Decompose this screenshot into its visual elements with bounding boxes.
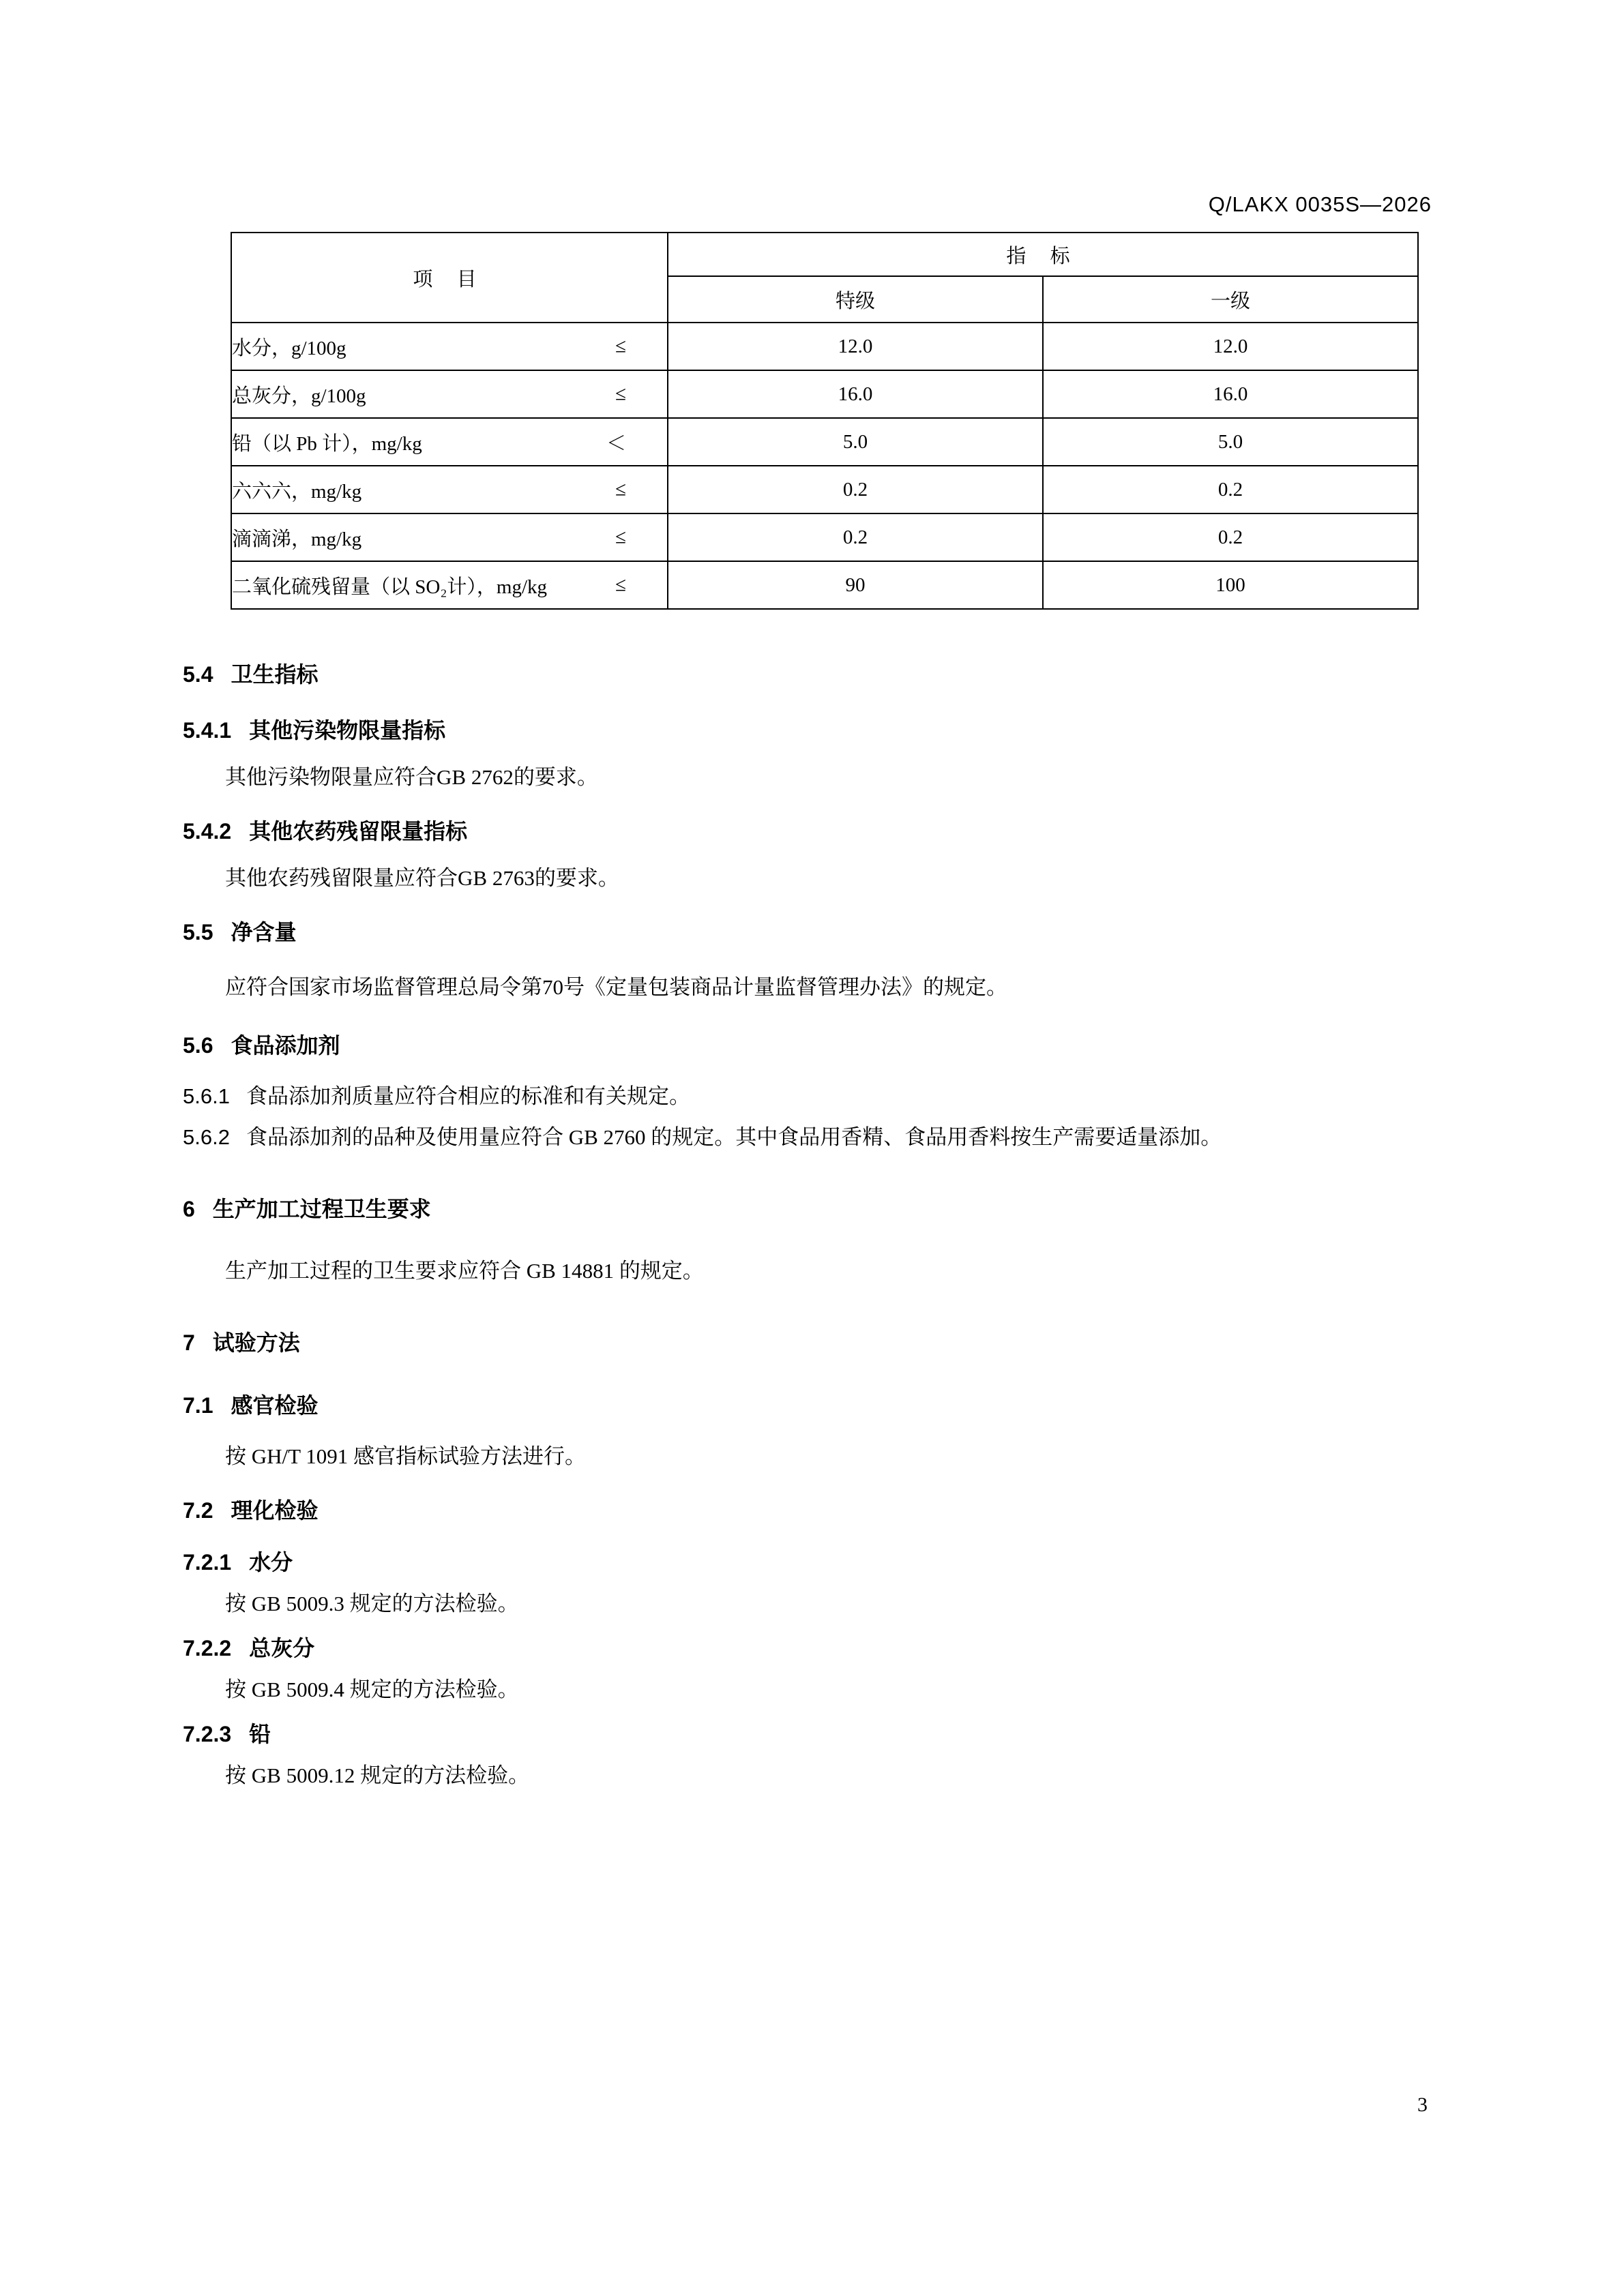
document-content xyxy=(183,232,1441,1792)
table-cell-first: 5.0 xyxy=(1043,418,1418,466)
section-text: 食品添加剂的品种及使用量应符合 GB 2760 的规定。其中食品用香精、食品用香料按生产需要适量添加。 xyxy=(246,1125,1222,1150)
section-number: 7.1 xyxy=(183,1393,213,1418)
table-cell-first: 0.2 xyxy=(1043,466,1418,513)
item-name-text: 铅（以 Pb 计），mg/kg xyxy=(232,432,422,455)
section-heading-7-2-2 xyxy=(183,1631,1441,1663)
table-cell-item-name xyxy=(231,513,668,561)
table-header-grade-first: 一级 xyxy=(1043,276,1418,323)
item-name-text: 六六六，mg/kg xyxy=(232,480,362,503)
table-row xyxy=(231,370,1418,418)
table-cell-first: 0.2 xyxy=(1043,513,1418,561)
item-operator: ≤ xyxy=(615,335,626,357)
section-heading-5-4 xyxy=(183,657,1441,689)
section-number: 5.4.2 xyxy=(183,819,232,844)
section-heading-7 xyxy=(183,1326,1441,1357)
section-body-7-2-2: 按 GB 5009.4 规定的方法检验。 xyxy=(225,1678,519,1702)
table-row xyxy=(231,513,1418,561)
item-operator: ＜ xyxy=(606,432,626,455)
table-cell-item-name xyxy=(231,466,668,513)
item-name-text: 二氧化硫残留量（以 SO₂计），mg/kg xyxy=(232,576,548,598)
table-row xyxy=(231,561,1418,609)
section-heading-7-2 xyxy=(183,1493,1441,1525)
section-body-7-2-1: 按 GB 5009.3 规定的方法检验。 xyxy=(225,1592,519,1616)
table-cell-special: 90 xyxy=(668,561,1043,609)
section-body-6: 生产加工过程的卫生要求应符合 GB 14881 的规定。 xyxy=(225,1259,704,1283)
table-cell-special: 16.0 xyxy=(668,370,1043,418)
table-row xyxy=(231,466,1418,513)
table-header-grade-special: 特级 xyxy=(668,276,1043,323)
section-title: 食品添加剂 xyxy=(231,1033,340,1058)
table-cell-special: 12.0 xyxy=(668,323,1043,370)
section-number: 5.4 xyxy=(183,662,213,687)
table-row xyxy=(231,323,1418,370)
section-number: 5.6 xyxy=(183,1033,213,1058)
table-cell-first: 100 xyxy=(1043,561,1418,609)
item-operator: ≤ xyxy=(615,383,626,405)
item-name-text: 总灰分，g/100g xyxy=(232,385,366,407)
section-body-5-5: 应符合国家市场监督管理总局令第70号《定量包装商品计量监督管理办法》的规定。 xyxy=(225,975,1007,1000)
table-cell-item-name xyxy=(231,418,668,466)
section-body-7-2-3: 按 GB 5009.12 规定的方法检验。 xyxy=(225,1763,530,1788)
item-operator: ≤ xyxy=(615,573,626,596)
table-header-index: 指 标 xyxy=(668,233,1418,276)
section-number: 5.6.1 xyxy=(183,1084,230,1109)
section-number: 7.2.3 xyxy=(183,1722,232,1747)
section-number: 5.4.1 xyxy=(183,718,232,743)
section-title: 铅 xyxy=(249,1722,271,1747)
section-number: 6 xyxy=(183,1197,195,1222)
table-cell-special: 5.0 xyxy=(668,418,1043,466)
section-number: 7.2.1 xyxy=(183,1550,232,1575)
section-body-5-4-1: 其他污染物限量应符合GB 2762的要求。 xyxy=(225,765,598,789)
section-body-5-6-1 xyxy=(183,1080,1441,1113)
section-title: 理化检验 xyxy=(231,1498,319,1523)
table-cell-first: 12.0 xyxy=(1043,323,1418,370)
section-heading-5-6 xyxy=(183,1028,1441,1060)
section-title: 总灰分 xyxy=(249,1636,315,1661)
item-operator: ≤ xyxy=(615,526,626,548)
table-cell-item-name xyxy=(231,561,668,609)
section-heading-5-4-2 xyxy=(183,814,1441,846)
item-name-text: 水分，g/100g xyxy=(232,337,346,359)
table-header-item: 项 目 xyxy=(231,233,668,323)
section-title: 水分 xyxy=(249,1550,293,1575)
table-row xyxy=(231,418,1418,466)
section-heading-7-2-3 xyxy=(183,1717,1441,1748)
section-title: 感官检验 xyxy=(231,1393,319,1418)
table-cell-item-name xyxy=(231,323,668,370)
section-heading-5-5 xyxy=(183,915,1441,946)
section-title: 净含量 xyxy=(231,920,297,945)
section-number: 5.5 xyxy=(183,920,213,945)
table-cell-special: 0.2 xyxy=(668,513,1043,561)
section-number: 7.2 xyxy=(183,1498,213,1523)
section-heading-7-1 xyxy=(183,1388,1441,1420)
table-cell-item-name xyxy=(231,370,668,418)
page-number: 3 xyxy=(1417,2093,1428,2116)
section-body-5-4-2: 其他农药残留限量应符合GB 2763的要求。 xyxy=(225,866,619,891)
section-title: 其他农药残留限量指标 xyxy=(249,819,468,844)
table-cell-special: 0.2 xyxy=(668,466,1043,513)
section-number: 7 xyxy=(183,1330,195,1356)
page-header-standard-code: Q/LAKX 0035S—2026 xyxy=(1208,192,1432,216)
table-header-row xyxy=(231,233,1418,276)
section-title: 其他污染物限量指标 xyxy=(249,718,446,743)
section-body-7-1: 按 GH/T 1091 感官指标试验方法进行。 xyxy=(225,1444,587,1469)
section-title: 试验方法 xyxy=(212,1330,300,1356)
section-title: 生产加工过程卫生要求 xyxy=(212,1197,431,1222)
section-number: 5.6.2 xyxy=(183,1125,230,1150)
section-text: 食品添加剂质量应符合相应的标准和有关规定。 xyxy=(246,1084,690,1109)
item-operator: ≤ xyxy=(615,478,626,501)
section-body-5-6-2 xyxy=(183,1121,1441,1154)
section-heading-6 xyxy=(183,1192,1441,1223)
item-name-text: 滴滴涕，mg/kg xyxy=(232,528,362,550)
section-title: 卫生指标 xyxy=(231,662,319,687)
section-heading-5-4-1 xyxy=(183,713,1441,745)
specification-table xyxy=(231,232,1419,610)
table-cell-first: 16.0 xyxy=(1043,370,1418,418)
section-number: 7.2.2 xyxy=(183,1636,232,1661)
section-heading-7-2-1 xyxy=(183,1545,1441,1577)
